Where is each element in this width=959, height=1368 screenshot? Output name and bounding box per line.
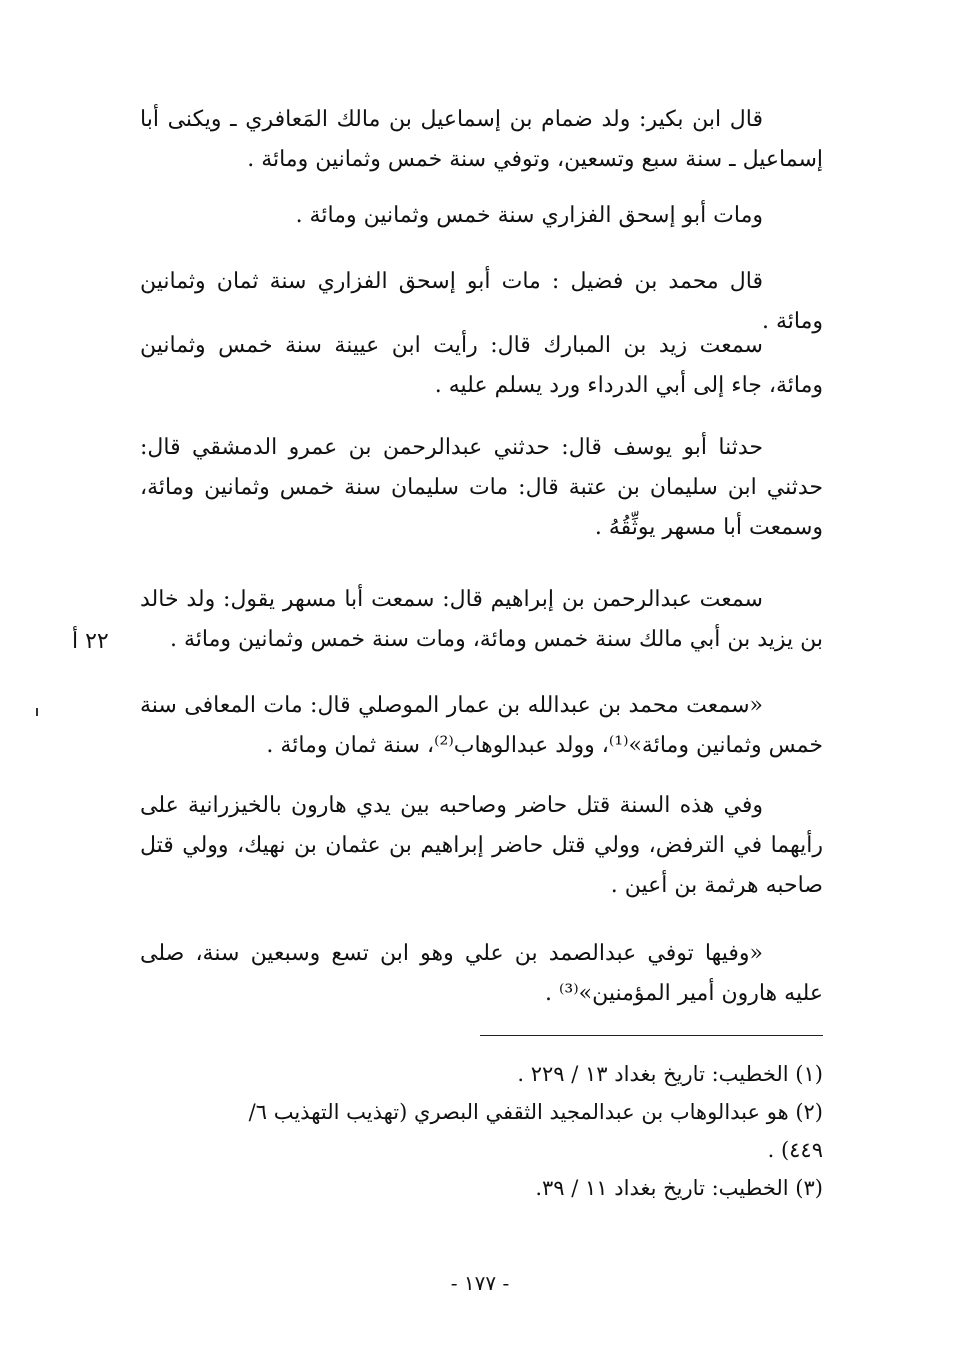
paragraph-5 (140, 428, 823, 548)
paragraph-text: قال ابن بكير: ولد ضمام بن إسماعيل بن مالك المَعافري ـ ويكنى أبا إسماعيل ـ سنة سبع وتسعين، وتوفي سنة خمس وثمانين ومائة . (140, 107, 823, 172)
footnote-1: (١) الخطيب: تاريخ بغداد ١٣ / ٢٢٩ . (517, 1062, 823, 1086)
paragraph-4 (140, 326, 823, 406)
paragraph-6 (140, 580, 823, 660)
paragraph-text: ومات أبو إسحق الفزاري سنة خمس وثمانين ومائة . (295, 203, 763, 228)
paragraph-text: «سمعت محمد بن عبدالله بن عمار الموصلي قال: مات المعافى سنة خمس وثمانين ومائة»⁽¹⁾، وولد عبدالوهاب⁽²⁾، سنة ثمان ومائة . (140, 693, 823, 758)
paragraph-text: سمعت زيد بن المبارك قال: رأيت ابن عيينة سنة خمس وثمانين ومائة، جاء إلى أبي الدرداء ورد يسلم عليه . (140, 333, 823, 398)
paragraph-text: «وفيها توفي عبدالصمد بن علي وهو ابن تسع وسبعين سنة، صلى عليه هارون أمير المؤمنين»⁽³⁾ . (140, 941, 823, 1006)
page-number: - ١٧٧ - (450, 1271, 510, 1295)
paragraph-1 (140, 100, 823, 180)
footnote-3: (٣) الخطيب: تاريخ بغداد ١١ / ٣٩. (535, 1176, 823, 1200)
paragraph-7 (140, 686, 823, 766)
footnote-separator (480, 1035, 823, 1036)
paragraph-8 (140, 786, 823, 906)
paragraph-text: حدثنا أبو يوسف قال: حدثني عبدالرحمن بن عمرو الدمشقي قال: حدثني ابن سليمان بن عتبة قال: مات سليمان سنة خمس وثمانين ومائة، وسمعت أبا مسهر يوثِّقُهُ . (140, 435, 823, 540)
manuscript-folio-note: ٢٢ أ (72, 629, 109, 654)
footnotes (200, 1055, 823, 1207)
edge-tick (36, 708, 38, 716)
paragraph-text: قال محمد بن فضيل : مات أبو إسحق الفزاري سنة ثمان وثمانين ومائة . (140, 269, 823, 334)
paragraph-2 (140, 196, 823, 236)
footnote-2: (٢) هو عبدالوهاب بن عبدالمجيد الثقفي البصري (تهذيب التهذيب ٦/ ٤٤٩) . (248, 1100, 823, 1162)
paragraph-9 (140, 934, 823, 1014)
paragraph-text: سمعت عبدالرحمن بن إبراهيم قال: سمعت أبا مسهر يقول: ولد خالد بن يزيد بن أبي مالك سنة خمس ومائة، ومات سنة خمس وثمانين ومائة . (140, 587, 823, 652)
paragraph-text: وفي هذه السنة قتل حاضر وصاحبه بين يدي هارون بالخيزرانية على رأيهما في الترفض، وولي قتل حاضر إبراهيم بن عثمان بن نهيك، وولي قتل صاحبه هرثمة بن أعين . (140, 793, 823, 898)
